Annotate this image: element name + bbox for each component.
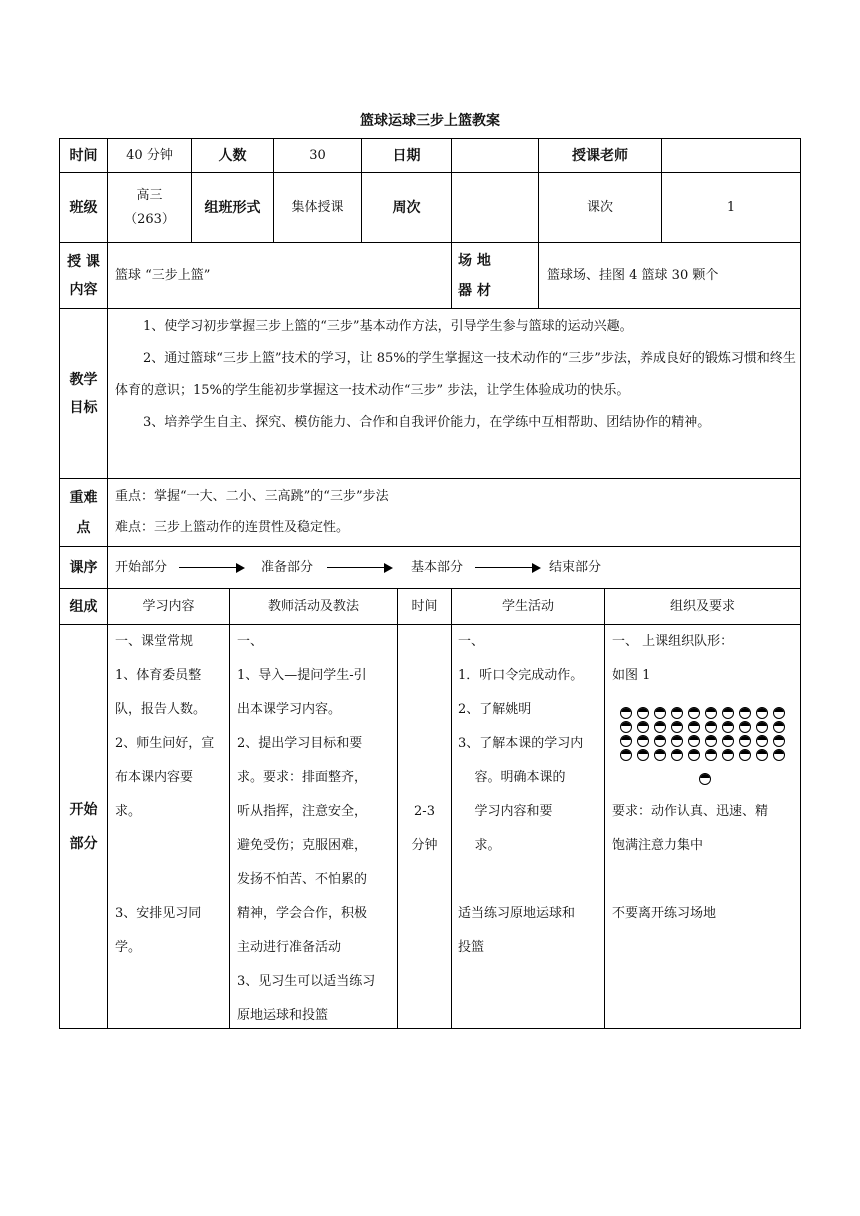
sequence-flow [115, 547, 795, 588]
student-marker [620, 721, 632, 733]
arrow-right-icon [179, 563, 245, 573]
student-marker [654, 735, 666, 747]
teacher-label: 授课老师 [572, 147, 628, 164]
teacher-line: 3、见习生可以适当练习 [237, 974, 376, 989]
page-title: 篮球运球三步上篮教案 [360, 113, 500, 129]
student-line [458, 863, 602, 897]
goals-label-line1: 教学 [69, 371, 98, 388]
time-range: 2-3 [414, 804, 435, 819]
goal-3: 3、培养学生自主、探究、模仿能力、合作和自我评价能力，在学练中互相帮助、团结协作的精神。 [143, 415, 711, 430]
teacher-line: 精神，学会合作，积极 [237, 906, 368, 921]
content-line: 学。 [115, 940, 142, 955]
student-marker [654, 749, 666, 761]
class-label: 班级 [69, 199, 98, 216]
student-marker [739, 707, 751, 719]
teacher-line: 求。要求：排面整齐， [237, 770, 368, 785]
teacher-line: 出本课学习内容。 [237, 702, 342, 717]
student-marker [671, 721, 683, 733]
class-grade: 高三 [136, 187, 163, 203]
start-label-line1: 开始 [69, 801, 98, 818]
student-marker [637, 749, 649, 761]
student-marker [637, 721, 649, 733]
keypoints-label [60, 479, 107, 546]
student-line: 容。明确本课的 [458, 770, 566, 785]
student-marker [739, 749, 751, 761]
student-marker [620, 749, 632, 761]
goals-label [60, 309, 107, 478]
student-marker [722, 707, 734, 719]
goals-text [115, 311, 797, 477]
header-teacher: 教师活动及教法 [267, 598, 359, 614]
student-line: 适当练习原地运球和 [458, 906, 576, 921]
student-marker [722, 749, 734, 761]
difficult-point: 难点：三步上篮动作的连贯性及稳定性。 [115, 520, 350, 535]
start-section-label [60, 625, 107, 1028]
teacher-value [662, 139, 800, 172]
org-line: 一、 上课组织队形： [612, 634, 734, 649]
content-line: 2、师生问好，宣 [115, 736, 215, 751]
student-marker [773, 735, 785, 747]
teacher-line: 发扬不怕苦、不怕累的 [237, 872, 368, 887]
student-marker [620, 707, 632, 719]
date-value [452, 139, 538, 172]
student-line: 1．听口令完成动作。 [458, 668, 584, 683]
header-composition: 组成 [69, 598, 98, 615]
student-marker [688, 735, 700, 747]
time-unit: 分钟 [411, 838, 438, 853]
content-line [115, 829, 227, 863]
week-label: 周次 [392, 199, 421, 216]
student-line: 3、了解本课的学习内 [458, 736, 584, 751]
header-student: 学生活动 [501, 598, 554, 614]
content-line: 队，报告人数。 [115, 702, 207, 717]
header-org: 组织及要求 [669, 598, 735, 614]
student-marker [671, 749, 683, 761]
teacher-line: 2、提出学习目标和要 [237, 736, 363, 751]
arrow-right-icon [475, 563, 541, 573]
venue-label-line2: 器 材 [458, 282, 491, 299]
student-line: 学习内容和要 [458, 804, 553, 819]
student-marker [620, 735, 632, 747]
keypoints-label-line1: 重难 [69, 489, 98, 506]
start-label-line2: 部分 [69, 835, 98, 852]
content-line: 1、体育委员整 [115, 668, 202, 683]
sequence-step: 结束部分 [549, 559, 602, 575]
student-marker [705, 721, 717, 733]
goals-label-line2: 目标 [69, 399, 98, 416]
venue-label [458, 243, 538, 308]
teacher-line: 原地运球和投篮 [237, 1008, 329, 1023]
content-line: 一、课堂常规 [115, 634, 194, 649]
content-line [115, 863, 227, 897]
student-marker [688, 721, 700, 733]
sequence-label: 课序 [69, 559, 98, 576]
student-line: 投篮 [458, 940, 485, 955]
class-number: （263） [124, 211, 175, 227]
class-value [108, 173, 191, 242]
lesson-label: 课次 [586, 199, 613, 215]
form-value: 集体授课 [291, 199, 344, 215]
teacher-line: 一、 [237, 634, 264, 649]
sequence-step: 准备部分 [261, 559, 314, 575]
student-marker [688, 749, 700, 761]
teacher-line: 避免受伤；克服困难， [237, 838, 368, 853]
student-marker [654, 721, 666, 733]
arrow-right-icon [327, 563, 393, 573]
teacher-line: 主动进行准备活动 [237, 940, 342, 955]
student-marker [722, 721, 734, 733]
student-marker [756, 749, 768, 761]
student-marker [739, 721, 751, 733]
content-label-line2: 内容 [69, 281, 98, 298]
week-value [452, 173, 538, 242]
student-line: 求。 [458, 838, 501, 853]
date-label: 日期 [392, 147, 421, 164]
formation-diagram [612, 693, 792, 783]
keypoints-label-line2: 点 [76, 519, 91, 536]
student-marker [773, 749, 785, 761]
student-marker [773, 707, 785, 719]
form-label: 组班形式 [204, 199, 261, 216]
content-label-line1: 授 课 [67, 253, 100, 270]
start-teacher [237, 625, 395, 1033]
content-line: 布本课内容要 [115, 770, 194, 785]
people-label: 人数 [218, 147, 247, 164]
content-value: 篮球 “三步上篮” [115, 267, 211, 283]
keypoints-text [115, 481, 795, 545]
sequence-step: 开始部分 [115, 559, 168, 575]
student-marker [637, 707, 649, 719]
student-marker [688, 707, 700, 719]
lesson-value: 1 [726, 199, 736, 215]
student-marker [722, 735, 734, 747]
teacher-marker [699, 773, 711, 785]
key-point: 重点：掌握“一大、二小、三高跳”的“三步”步法 [115, 489, 389, 504]
org-requirements [612, 795, 768, 863]
student-marker [756, 721, 768, 733]
student-marker [705, 707, 717, 719]
goal-1: 1、使学习初步掌握三步上篮的“三步”基本动作方法，引导学生参与篮球的运动兴趣。 [143, 319, 633, 334]
student-marker [671, 735, 683, 747]
teacher-line: 1、导入—提问学生-引 [237, 668, 367, 683]
teacher-line: 听从指挥，注意安全， [237, 804, 368, 819]
student-marker [756, 707, 768, 719]
student-line: 一、 [458, 634, 485, 649]
org-note: 不要离开练习场地 [612, 906, 717, 921]
student-marker [773, 721, 785, 733]
venue-value: 篮球场、挂图 4 篮球 30 颗个 [547, 267, 719, 283]
header-time: 时间 [411, 598, 438, 614]
start-org [612, 625, 798, 1025]
student-marker [756, 735, 768, 747]
org-line: 如图 1 [612, 668, 651, 683]
venue-label-line1: 场 地 [458, 252, 491, 269]
people-value: 30 [309, 147, 326, 163]
org-req-line: 饱满注意力集中 [612, 838, 704, 853]
start-content [115, 625, 227, 965]
student-marker [671, 707, 683, 719]
student-marker [739, 735, 751, 747]
org-req-line: 要求：动作认真、迅速、精 [612, 804, 769, 819]
time-label: 时间 [69, 147, 98, 164]
start-time [398, 795, 451, 863]
student-marker [705, 749, 717, 761]
content-line: 求。 [115, 804, 142, 819]
content-line: 3、安排见习同 [115, 906, 202, 921]
student-marker [654, 707, 666, 719]
start-student [458, 625, 602, 965]
goal-2: 2、通过篮球“三步上篮”技术的学习，让 85%的学生掌握这一技术动作的“三步”步法，养成良好的锻炼习惯和终生体育的意识；15%的学生能初步掌握这一技术动作“三步” 步法，让学生体验成功的快乐。 [115, 351, 796, 398]
student-line: 2、了解姚明 [458, 702, 532, 717]
header-content: 学习内容 [142, 598, 195, 614]
content-label [60, 243, 107, 308]
student-marker [705, 735, 717, 747]
time-value: 40 分钟 [126, 147, 173, 163]
sequence-step: 基本部分 [411, 559, 464, 575]
student-marker [637, 735, 649, 747]
